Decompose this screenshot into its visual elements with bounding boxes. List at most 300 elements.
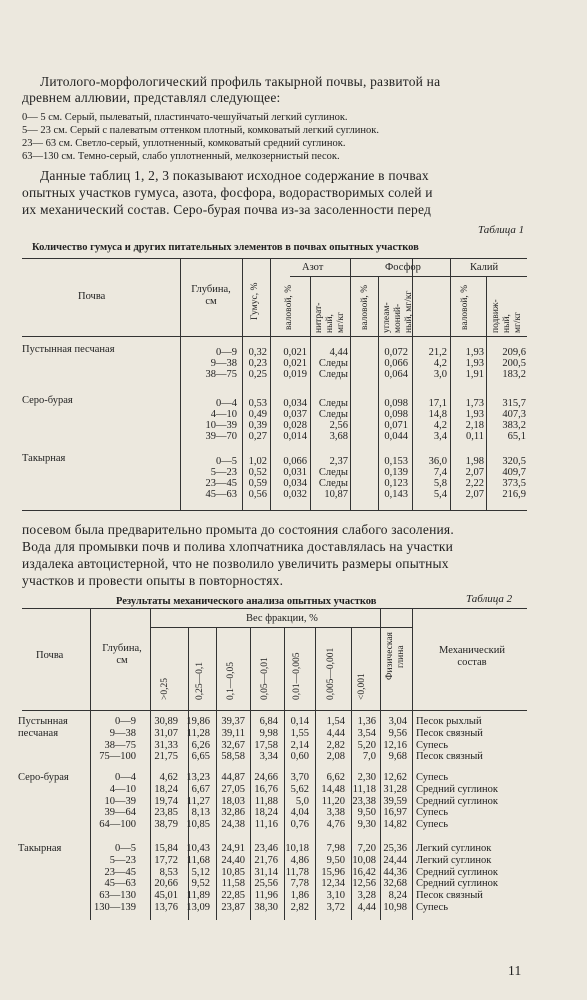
table-cell: 24,38 [221, 819, 245, 831]
table-cell: Средний суглинок [416, 866, 498, 878]
column-header: ный, [325, 314, 335, 333]
table-cell: 10,85 [186, 819, 210, 831]
table-cell: 31,07 [154, 727, 178, 739]
table-cell: 15,96 [321, 866, 345, 878]
table-cell: 5,8 [433, 478, 447, 489]
table-cell: 0—9 [115, 716, 136, 727]
soil-name: Такырная [22, 453, 66, 464]
table-cell: 0,14 [290, 716, 309, 727]
table-cell: Средний суглинок [416, 783, 498, 795]
table-cell: 3,4 [433, 431, 447, 442]
table-cell: 3,34 [259, 751, 278, 763]
table-cell: 38—75 [205, 369, 237, 380]
table-cell: 21,76 [254, 854, 278, 866]
soil-name: Пустынная песчаная [18, 716, 68, 739]
table-cell: 320,5 [502, 456, 526, 467]
table-cell: 4,2 [433, 358, 447, 369]
table-cell: 13,09 [186, 902, 210, 913]
table-cell: 5—23 [109, 854, 136, 866]
table-cell: 25,36 [383, 843, 407, 854]
table-cell: 11,20 [321, 795, 345, 807]
table-cell: 1,02 [248, 456, 267, 467]
table-cell: 9,50 [357, 807, 376, 819]
table-cell: 24,44 [383, 854, 407, 866]
page-number: 11 [508, 963, 522, 978]
table-cell: 20,66 [154, 878, 178, 890]
table-cell: 200,5 [502, 358, 526, 369]
table-cell: 1,93 [465, 358, 484, 369]
table-cell: 22,85 [221, 890, 245, 902]
table-cell: 3,72 [326, 902, 345, 913]
table-cell: 11,58 [221, 878, 245, 890]
table-cell: 24,66 [254, 772, 278, 783]
column-header: ный, [502, 314, 512, 333]
table-cell: 0,27 [248, 431, 267, 442]
table-cell: 1,98 [465, 456, 484, 467]
table-cell: 0—5 [115, 843, 136, 854]
table-cell: 45,01 [154, 890, 178, 902]
table-cell: 58,58 [221, 751, 245, 763]
table-cell: 0,098 [384, 409, 408, 420]
table-cell: 1,36 [357, 716, 376, 727]
table-rule [412, 608, 413, 920]
table-cell: 9,98 [259, 727, 278, 739]
table-cell: 9,68 [388, 751, 407, 763]
table-cell: 14,48 [321, 783, 345, 795]
table-cell: 44,36 [383, 866, 407, 878]
table-cell: 1,86 [290, 890, 309, 902]
table-cell: 8,53 [159, 866, 178, 878]
table-cell: Супесь [416, 819, 448, 831]
table-cell: 3,38 [326, 807, 345, 819]
table-cell: 0,021 [283, 347, 307, 358]
table-cell: 0,23 [248, 358, 267, 369]
column-header: Гумус, % [250, 282, 260, 320]
table-cell: 32,68 [383, 878, 407, 890]
table-cell: 5,12 [191, 866, 210, 878]
table-cell: 11,16 [254, 819, 278, 831]
profile-line: 63—130 см. Темно-серый, слабо уплотненный, мелкозернистый песок. [22, 151, 340, 162]
table-cell: 183,2 [502, 369, 526, 380]
para2-line: Данные таблиц 1, 2, 3 показывают исходное содержание в почвах [40, 168, 429, 183]
table1-title: Количество гумуса и других питательных элементов в почвах опытных участков [32, 242, 419, 253]
table-cell: 23,87 [221, 902, 245, 913]
table-cell: 4—10 [109, 783, 136, 795]
table-cell: Следы [318, 409, 348, 420]
column-header: >0,25 [160, 678, 170, 700]
table-cell: 4,86 [290, 854, 309, 866]
table-cell: 383,2 [502, 420, 526, 431]
table-cell: 23,38 [352, 795, 376, 807]
table-rule [270, 258, 271, 510]
soil-name: Пустынная песчаная [22, 344, 115, 355]
table-cell: 0,11 [466, 431, 484, 442]
table2-title: Результаты механического анализа опытных участков [116, 596, 377, 607]
table-cell: 4,44 [326, 727, 345, 739]
table-cell: 0,143 [384, 489, 408, 500]
table-cell: 12,62 [383, 772, 407, 783]
table-cell: 2,30 [357, 772, 376, 783]
table-rule [486, 276, 487, 510]
table-cell: 16,97 [383, 807, 407, 819]
table-cell: 8,24 [388, 890, 407, 902]
table-cell: 130—139 [94, 902, 136, 913]
table-cell: 4,76 [326, 819, 345, 831]
table-cell: 1,93 [465, 409, 484, 420]
table-rule [450, 258, 451, 510]
table-cell: 0,53 [248, 398, 267, 409]
table-cell: Супесь [416, 902, 448, 913]
table-cell: 11,18 [352, 783, 376, 795]
table-cell: 14,82 [383, 819, 407, 831]
table-cell: 3,10 [326, 890, 345, 902]
table-rule [350, 258, 351, 510]
table-cell: 0,59 [248, 478, 267, 489]
table-cell: 0,034 [283, 478, 307, 489]
table-cell: 30,89 [154, 716, 178, 727]
table-cell: 10,43 [186, 843, 210, 854]
table-cell: 0,044 [384, 431, 408, 442]
table-cell: 216,9 [502, 489, 526, 500]
column-header: ный, мг/кг [404, 290, 414, 333]
column-header: Глубина, см [191, 284, 231, 307]
table-cell: 16,42 [352, 866, 376, 878]
table-cell: 3,70 [290, 772, 309, 783]
table-cell: 0,139 [384, 467, 408, 478]
para3-line: участков и провести опыты в повторностях. [22, 573, 284, 588]
table-rule [310, 276, 311, 510]
table-rule [242, 258, 243, 510]
table-cell: 0,56 [248, 489, 267, 500]
table-cell: 5,20 [357, 739, 376, 751]
table-cell: 45—63 [104, 878, 136, 890]
table-cell: Следы [318, 398, 348, 409]
table-cell: 45—63 [205, 489, 237, 500]
table-cell: 10—39 [104, 795, 136, 807]
table-cell: 7,4 [433, 467, 447, 478]
table-cell: 31,33 [154, 739, 178, 751]
table-cell: 9—38 [109, 727, 136, 739]
table-cell: 0,60 [290, 751, 309, 763]
table-cell: 0,49 [248, 409, 267, 420]
table-cell: Легкий суглинок [416, 843, 492, 854]
column-header: Механический состав [439, 645, 505, 668]
table-cell: 0,021 [283, 358, 307, 369]
table-cell: 9,30 [357, 819, 376, 831]
table-cell: 315,7 [502, 398, 526, 409]
table-cell: 21,2 [428, 347, 447, 358]
table-cell: 3,54 [357, 727, 376, 739]
table-cell: 2,14 [290, 739, 309, 751]
table-cell: 17,1 [428, 398, 447, 409]
table-cell: Следы [318, 369, 348, 380]
table-cell: 11,88 [254, 795, 278, 807]
table-cell: 7,20 [357, 843, 376, 854]
table-cell: 64—100 [99, 819, 136, 831]
table-cell: 3,04 [388, 716, 407, 727]
table-cell: 2,22 [465, 478, 484, 489]
table-cell: 4—10 [210, 409, 237, 420]
column-header: валовой, % [460, 284, 470, 330]
table-cell: 7,0 [362, 751, 376, 763]
table-cell: 2,82 [326, 739, 345, 751]
table-cell: Супесь [416, 772, 448, 783]
table-cell: 24,91 [221, 843, 245, 854]
para3-line: посевом была предварительно промыта до состояния слабого засоления. [22, 522, 454, 537]
table-cell: 3,0 [433, 369, 447, 380]
column-header: Фосфор [385, 262, 421, 273]
table-cell: 0,066 [384, 358, 408, 369]
table-cell: 5,62 [290, 783, 309, 795]
table-rule [22, 336, 527, 337]
column-header: углеам- [382, 302, 392, 333]
table-cell: 0—4 [115, 772, 136, 783]
table-cell: 0,32 [248, 347, 267, 358]
table-cell: Песок связный [416, 751, 483, 763]
table-cell: 0,019 [283, 369, 307, 380]
table2-label: Таблица 2 [466, 593, 513, 605]
table-rule [22, 510, 527, 511]
column-header: Физическая [385, 632, 395, 680]
table-cell: 2,08 [326, 751, 345, 763]
table-cell: 2,56 [329, 420, 348, 431]
column-header: Глубина, см [102, 643, 142, 666]
table-cell: 12,56 [352, 878, 376, 890]
table-cell: 1,91 [465, 369, 484, 380]
table-cell: 38,30 [254, 902, 278, 913]
table-cell: 0,014 [283, 431, 307, 442]
table-cell: 0—9 [216, 347, 237, 358]
table-cell: 25,56 [254, 878, 278, 890]
table-cell: 2,82 [290, 902, 309, 913]
intro-line-1: Литолого-морфологический профиль такырной почвы, развитой на [40, 74, 441, 89]
table-cell: 32,86 [221, 807, 245, 819]
table-cell: 0,037 [283, 409, 307, 420]
table-cell: 407,3 [502, 409, 526, 420]
column-header: нитрат- [314, 302, 324, 333]
table-cell: 23—45 [104, 866, 136, 878]
table-rule [22, 608, 527, 609]
table-cell: 0,031 [283, 467, 307, 478]
table-cell: 13,76 [154, 902, 178, 913]
table-cell: 63—130 [99, 890, 136, 902]
table-cell: 8,13 [191, 807, 210, 819]
table-rule [22, 710, 527, 711]
column-header: моний- [393, 303, 403, 333]
para2-line: опытных участков гумуса, азота, фосфора, водорастворимых солей и [22, 185, 433, 200]
table-cell: 2,07 [465, 489, 484, 500]
table-cell: 0,066 [283, 456, 307, 467]
table-cell: 0,153 [384, 456, 408, 467]
table-cell: 4,44 [357, 902, 376, 913]
table-cell: Песок связный [416, 890, 483, 902]
profile-line: 5— 23 см. Серый с палеватым оттенком плотный, комковатый легкий суглинок. [22, 125, 379, 136]
table-cell: 10,85 [221, 866, 245, 878]
para3-line: Вода для промывки почв и полива хлопчатника доставлялась на участки [22, 539, 454, 554]
table-cell: 0,098 [384, 398, 408, 409]
table-cell: 4,62 [159, 772, 178, 783]
column-header: Вес фракции, % [246, 613, 318, 624]
table-cell: 39—70 [205, 431, 237, 442]
table-cell: 0—4 [216, 398, 237, 409]
table-rule [216, 627, 217, 920]
table-cell: 38—75 [104, 739, 136, 751]
column-header: 0,01—0,005 [292, 652, 302, 700]
column-header: Почва [78, 291, 106, 302]
table-cell: 17,72 [154, 854, 178, 866]
profile-line: 23— 63 см. Светло-серый, уплотненный, комковатый средний суглинок. [22, 138, 346, 149]
table-cell: 18,03 [221, 795, 245, 807]
table-cell: 3,28 [357, 890, 376, 902]
column-header: подвиж- [491, 299, 501, 333]
table-cell: 10,18 [285, 843, 309, 854]
table-cell: 209,6 [502, 347, 526, 358]
table-cell: 10—39 [205, 420, 237, 431]
column-header: валовой, % [284, 284, 294, 330]
table-rule [378, 276, 379, 510]
table-cell: 75—100 [99, 751, 136, 763]
table-cell: 10,08 [352, 854, 376, 866]
table-rule [250, 627, 251, 920]
table-cell: 36,0 [428, 456, 447, 467]
table-rule [380, 608, 381, 920]
table-cell: 6,67 [191, 783, 210, 795]
column-header: мг/кг [513, 311, 523, 333]
soil-name: Серо-бурая [18, 772, 69, 783]
table-cell: 5—23 [210, 467, 237, 478]
table-cell: 19,86 [186, 716, 210, 727]
table-rule [150, 627, 412, 628]
table-rule [22, 258, 527, 259]
table-cell: 38,79 [154, 819, 178, 831]
column-header: Калий [470, 262, 499, 273]
table-cell: 6,84 [259, 716, 278, 727]
table-cell: 7,98 [326, 843, 345, 854]
table-cell: 4,2 [433, 420, 447, 431]
table-cell: 0,034 [283, 398, 307, 409]
table-cell: Средний суглинок [416, 795, 498, 807]
table-cell: Следы [318, 358, 348, 369]
table-cell: 0,072 [384, 347, 408, 358]
table-rule [315, 627, 316, 920]
table-cell: 0,032 [283, 489, 307, 500]
soil-name: Серо-бурая [22, 395, 73, 406]
column-header: валовой, % [360, 284, 370, 330]
table-cell: Супесь [416, 807, 448, 819]
table-cell: Песок рыхлый [416, 716, 482, 727]
table-cell: Следы [318, 478, 348, 489]
table-cell: Песок связный [416, 727, 483, 739]
table-cell: Следы [318, 467, 348, 478]
table-cell: 65,1 [507, 431, 526, 442]
table-cell: 1,54 [326, 716, 345, 727]
table-rule [150, 608, 151, 920]
table-cell: 11,68 [186, 854, 210, 866]
table-cell: Супесь [416, 739, 448, 751]
table-rule [180, 258, 181, 510]
table-cell: 0—5 [216, 456, 237, 467]
table-cell: 2,37 [329, 456, 348, 467]
table-cell: 0,071 [384, 420, 408, 431]
table-rule [290, 276, 527, 277]
intro-line-2: древнем аллювии, представлял следующее: [22, 90, 281, 105]
para2-line: их механический состав. Серо-бурая почва из-за засоленности перед [22, 202, 432, 217]
column-header: 0,05—0,01 [260, 657, 270, 700]
table-cell: 0,123 [384, 478, 408, 489]
table-rule [90, 608, 91, 920]
table-cell: 39,11 [221, 727, 245, 739]
table-cell: 6,62 [326, 772, 345, 783]
table-cell: 6,65 [191, 751, 210, 763]
table-cell: 0,76 [290, 819, 309, 831]
table-cell: 18,24 [254, 807, 278, 819]
table-cell: 4,44 [329, 347, 348, 358]
table-cell: 9,56 [388, 727, 407, 739]
table-cell: 17,58 [254, 739, 278, 751]
column-header: мг/кг [336, 311, 346, 333]
profile-line: 0— 5 см. Серый, пылеватый, пластинчато-чешуйчатый легкий суглинок. [22, 112, 348, 123]
table-cell: 12,34 [321, 878, 345, 890]
table-cell: 23,85 [154, 807, 178, 819]
table-cell: Средний суглинок [416, 878, 498, 890]
table-cell: 409,7 [502, 467, 526, 478]
table-cell: 4,04 [290, 807, 309, 819]
table-cell: 1,93 [465, 347, 484, 358]
table-cell: 11,27 [186, 795, 210, 807]
table-cell: 21,75 [154, 751, 178, 763]
table-cell: 0,25 [248, 369, 267, 380]
column-header: <0,001 [357, 673, 367, 700]
table-cell: 2,07 [465, 467, 484, 478]
table-cell: 24,40 [221, 854, 245, 866]
table-cell: 16,76 [254, 783, 278, 795]
table-cell: 11,96 [254, 890, 278, 902]
table-cell: 1,73 [465, 398, 484, 409]
table-cell: 0,52 [248, 467, 267, 478]
table-cell: 6,26 [191, 739, 210, 751]
table-cell: 11,89 [186, 890, 210, 902]
table-cell: 39,59 [383, 795, 407, 807]
table-cell: 14,8 [428, 409, 447, 420]
table-cell: 5,4 [433, 489, 447, 500]
table-cell: 12,16 [383, 739, 407, 751]
table-cell: 13,23 [186, 772, 210, 783]
para3-line: издалека автоцистерной, что не позволило увеличить размеры опытных [22, 556, 449, 571]
table-cell: 31,28 [383, 783, 407, 795]
table-cell: 31,14 [254, 866, 278, 878]
column-header: 0,25—0,1 [195, 662, 205, 700]
table-cell: Легкий суглинок [416, 854, 492, 866]
table-cell: 11,28 [186, 727, 210, 739]
column-header: 0,005—0,001 [326, 647, 336, 700]
table-cell: 23,46 [254, 843, 278, 854]
table-cell: 9,52 [191, 878, 210, 890]
table-cell: 373,5 [502, 478, 526, 489]
soil-name: Такырная [18, 843, 62, 854]
table-cell: 9,50 [326, 854, 345, 866]
table-cell: 3,68 [329, 431, 348, 442]
table-cell: 2,18 [465, 420, 484, 431]
table-cell: 32,67 [221, 739, 245, 751]
column-header: глина [396, 645, 406, 668]
column-header: Почва [36, 650, 64, 661]
table-cell: 0,064 [384, 369, 408, 380]
table-cell: 5,0 [295, 795, 309, 807]
table-cell: 19,74 [154, 795, 178, 807]
table-cell: 23—45 [205, 478, 237, 489]
table-cell: 27,05 [221, 783, 245, 795]
table-cell: 15,84 [154, 843, 178, 854]
